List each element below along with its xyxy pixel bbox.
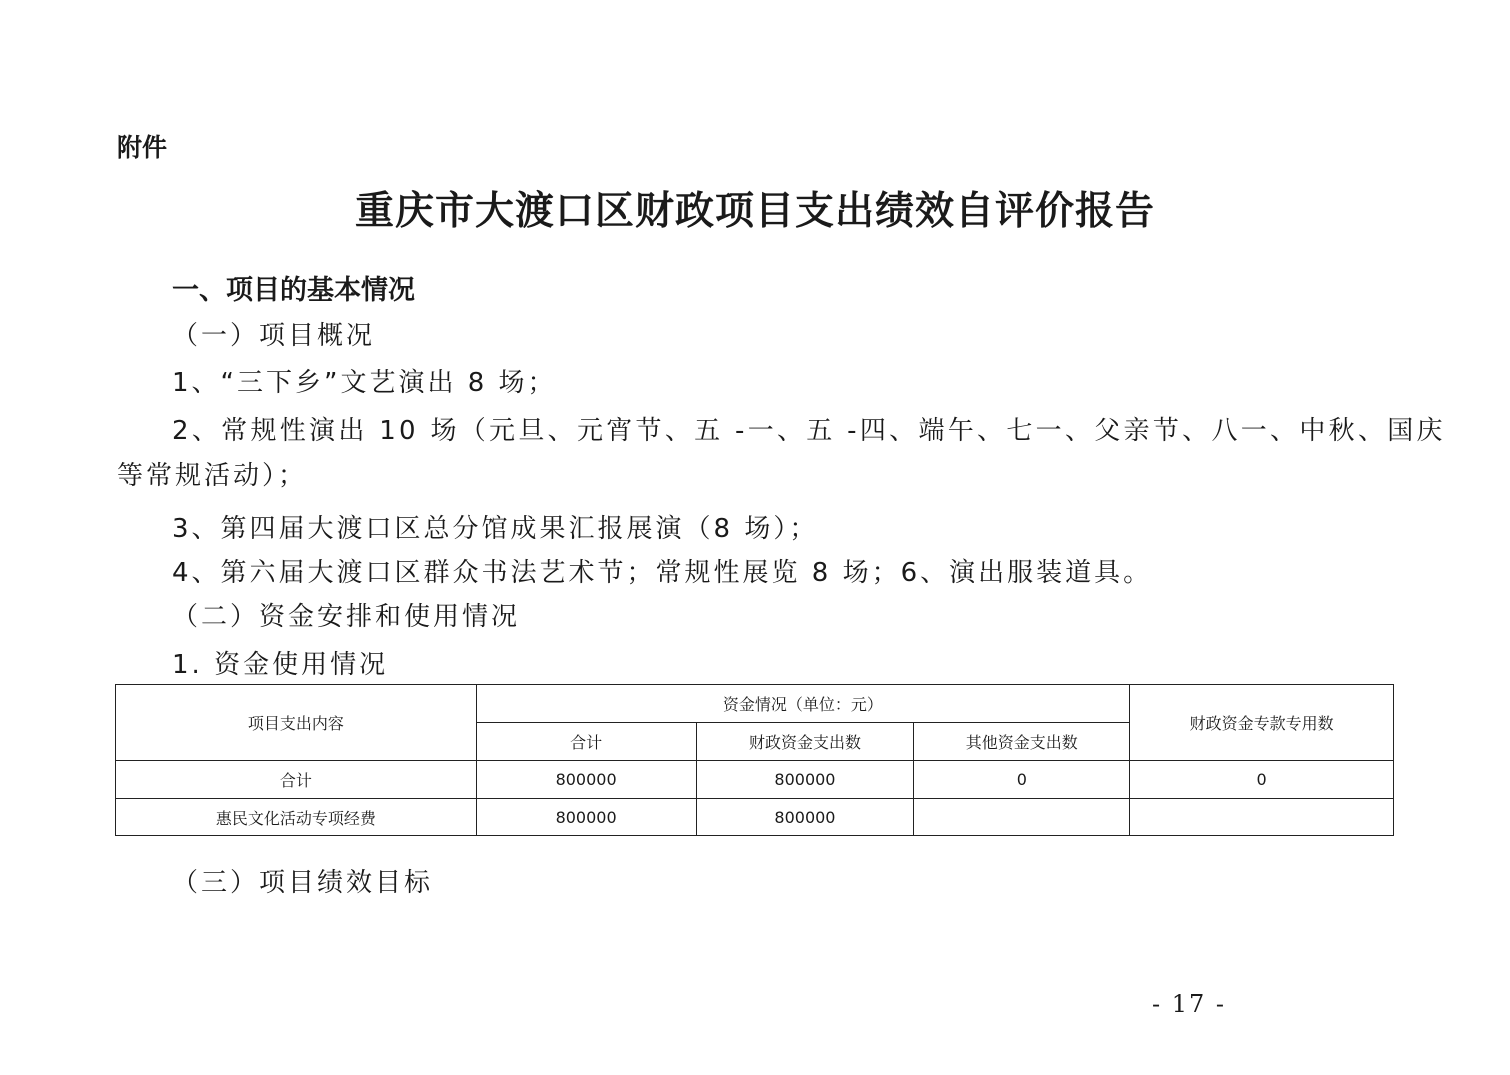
header-fiscal-spend: 财政资金支出数 bbox=[696, 723, 914, 761]
header-fund-situation: 资金情况（单位：元） bbox=[476, 685, 1130, 723]
cell-fiscal: 800000 bbox=[696, 799, 914, 836]
header-project-content: 项目支出内容 bbox=[116, 685, 477, 761]
paragraph-item-1: 1、“三下乡”文艺演出 8 场； bbox=[172, 368, 557, 398]
fund-usage-table bbox=[115, 684, 1394, 836]
cell-special bbox=[1130, 799, 1394, 836]
document-title: 重庆市大渡口区财政项目支出绩效自评价报告 bbox=[354, 188, 1155, 234]
cell-total: 800000 bbox=[476, 799, 696, 836]
paragraph-item-2-line-1: 2、常规性演出 10 场（元旦、元宵节、五 -一、五 -四、端午、七一、父亲节、八一、中秋、国庆 bbox=[172, 416, 1446, 446]
cell-name: 惠民文化活动专项经费 bbox=[116, 799, 477, 836]
page-number: - 17 - bbox=[1152, 990, 1227, 1018]
cell-total: 800000 bbox=[476, 761, 696, 799]
cell-other bbox=[914, 799, 1130, 836]
table-header-row bbox=[116, 685, 1394, 723]
header-total: 合计 bbox=[476, 723, 696, 761]
subsection-heading-overview: （一）项目概况 bbox=[172, 321, 376, 351]
header-special-use: 财政资金专款专用数 bbox=[1130, 685, 1394, 761]
subsection-heading-funding: （二）资金安排和使用情况 bbox=[172, 602, 521, 632]
table-row bbox=[116, 761, 1394, 799]
paragraph-item-4: 4、第六届大渡口区群众书法艺术节；常规性展览 8 场；6、演出服装道具。 bbox=[172, 558, 1153, 588]
cell-special: 0 bbox=[1130, 761, 1394, 799]
section-heading-basic-info: 一、项目的基本情况 bbox=[172, 275, 415, 306]
paragraph-item-3: 3、第四届大渡口区总分馆成果汇报展演（8 场）； bbox=[172, 514, 819, 544]
cell-name: 合计 bbox=[116, 761, 477, 799]
attachment-label: 附件 bbox=[117, 133, 168, 162]
cell-other: 0 bbox=[914, 761, 1130, 799]
paragraph-item-2-line-2: 等常规活动）； bbox=[117, 461, 308, 491]
cell-fiscal: 800000 bbox=[696, 761, 914, 799]
fund-usage-heading: 1. 资金使用情况 bbox=[172, 650, 389, 680]
subsection-heading-performance-goals: （三）项目绩效目标 bbox=[172, 868, 434, 898]
header-other-spend: 其他资金支出数 bbox=[914, 723, 1130, 761]
table-row bbox=[116, 799, 1394, 836]
